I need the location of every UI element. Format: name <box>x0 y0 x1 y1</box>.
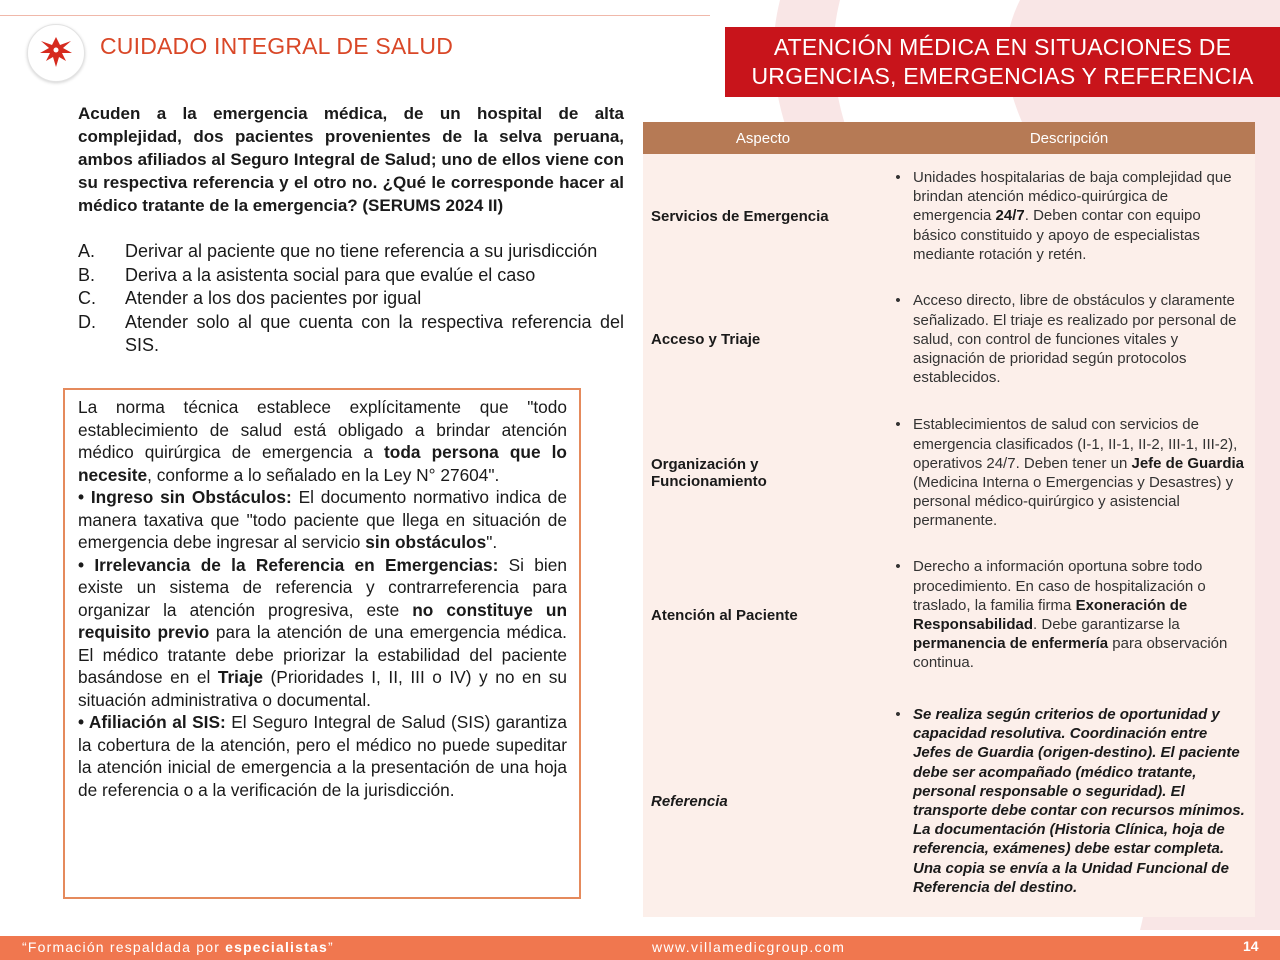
question-text: Acuden a la emergencia médica, de un hospital de alta complejidad, dos pacientes provenientes de la selva peruana, ambos afiliados al Seguro Integral de Salud; uno de ellos viene con su respectiva referencia y el otro no. ¿Qué le corresponde hacer al médico tratante de la emergencia? (SERUMS 2024 II) <box>78 104 624 215</box>
bullet-icon: • <box>895 292 901 310</box>
explanation-paragraph: • Afiliación al SIS: El Seguro Integral de Salud (SIS) garantiza la cobertura de la atención, pero el médico no puede supeditar la atención inicial de emergencia a la presentación de una hoja de referencia o a la verificación de la jurisdicción. <box>78 712 568 800</box>
aspect-cell: Organización y Funcionamiento <box>643 401 883 545</box>
option-text: Atender a los dos pacientes por igual <box>125 288 422 308</box>
explanation-paragraph: • Irrelevancia de la Referencia en Emergencias: Si bien existe un sistema de referencia y contrarreferencia para organizar la atención progresiva, este no constituye un requisito previo para la atención de una emergencia médica. El médico tratante debe priorizar la estabilidad del paciente basándose en el Triaje (Prioridades I, II, III o IV) y no en su situación administrativa o documental. <box>78 554 568 710</box>
option-text: Deriva a la asistenta social para que evalúe el caso <box>125 264 536 285</box>
slide-title-line-2: URGENCIAS, EMERGENCIAS Y REFERENCIA <box>751 63 1254 89</box>
option-d <box>78 311 624 358</box>
column-header-aspect: Aspecto <box>643 122 883 154</box>
bullet-icon: • <box>895 558 901 576</box>
aspect-table <box>643 122 1255 917</box>
option-letter: C. <box>78 288 96 308</box>
footer-website-link[interactable]: www.villamedicgroup.com <box>652 939 846 955</box>
column-header-description: Descripción <box>883 122 1255 154</box>
answer-options <box>78 240 624 358</box>
explanation-paragraph: La norma técnica establece explícitamente que "todo establecimiento de salud está obligado a brindar atención médico quirúrgica de emergencia a toda persona que lo necesite, conforme a lo señalado en la Ley N° 27604". <box>78 397 567 485</box>
brand-title: CUIDADO INTEGRAL DE SALUD <box>100 33 454 59</box>
bullet-icon: • <box>895 705 901 723</box>
aspect-cell: Referencia <box>643 685 883 917</box>
option-c <box>78 287 624 311</box>
aspect-cell: Servicios de Emergencia <box>643 154 883 278</box>
table-header-row <box>643 122 1255 154</box>
table-row <box>643 401 1255 545</box>
slide-title <box>725 27 1280 97</box>
explanation-box <box>63 388 581 899</box>
description-cell: • Unidades hospitalarias de baja complejidad que brindan atención médico-quirúrgica de emergencia 24/7. Deben contar con equipo básico constituido y apoyo de especialistas mediante rotación y retén. <box>883 154 1255 278</box>
table-row <box>643 154 1255 278</box>
table-row <box>643 545 1255 685</box>
table-row <box>643 278 1255 401</box>
option-text: Atender solo al que cuenta con la respectiva referencia del SIS. <box>125 311 624 355</box>
description-cell: • Derecho a información oportuna sobre todo procedimiento. En caso de hospitalización o traslado, la familia firma Exoneración de Responsabilidad. Debe garantizarse la permanencia de enfermería para observación continua. <box>883 545 1255 685</box>
description-cell: • Se realiza según criterios de oportunidad y capacidad resolutiva. Coordinación entre Jefes de Guardia (origen-destino). El paciente debe ser acompañado (médico tratante, personal responsable o seguridad). El transporte debe contar con recursos mínimos. La documentación (Historia Clínica, hoja de referencia, exámenes) debe estar completa. Una copia se envía a la Unidad Funcional de Referencia del destino. <box>883 685 1255 917</box>
option-a <box>78 240 624 264</box>
bullet-icon: • <box>895 416 901 434</box>
option-text: Derivar al paciente que no tiene referencia a su jurisdicción <box>125 241 598 261</box>
page-number: 14 <box>1243 938 1259 954</box>
option-letter: B. <box>78 264 96 285</box>
header-rule <box>0 15 710 16</box>
footer-quote: “Formación respaldada por especialistas” <box>22 939 334 955</box>
explanation-paragraph: • Ingreso sin Obstáculos: El documento normativo indica de manera taxativa que "todo paciente que llega en situación de emergencia debe ingresar al servicio sin obstáculos". <box>78 487 567 552</box>
logo <box>27 24 85 82</box>
description-cell: • Establecimientos de salud con servicios de emergencia clasificados (I-1, II-1, II-2, III-1, III-2), operativos 24/7. Deben tener un Jefe de Guardia (Medicina Interna o Emergencias y Desastres) y personal médico-quirúrgico y asistencial permanente. <box>883 401 1255 545</box>
eagle-logo-icon <box>36 33 76 73</box>
aspect-cell: Acceso y Triaje <box>643 278 883 401</box>
aspect-cell: Atención al Paciente <box>643 545 883 685</box>
bullet-icon: • <box>895 168 901 186</box>
slide-title-line-1: ATENCIÓN MÉDICA EN SITUACIONES DE <box>773 34 1232 60</box>
option-letter: A. <box>78 241 96 261</box>
description-cell: • Acceso directo, libre de obstáculos y claramente señalizado. El triaje es realizado por personal de salud, con control de funciones vitales y asignación de prioridad según protocolos establecidos. <box>883 278 1255 401</box>
option-b <box>78 264 624 288</box>
option-letter: D. <box>78 311 96 332</box>
table-row <box>643 685 1255 917</box>
